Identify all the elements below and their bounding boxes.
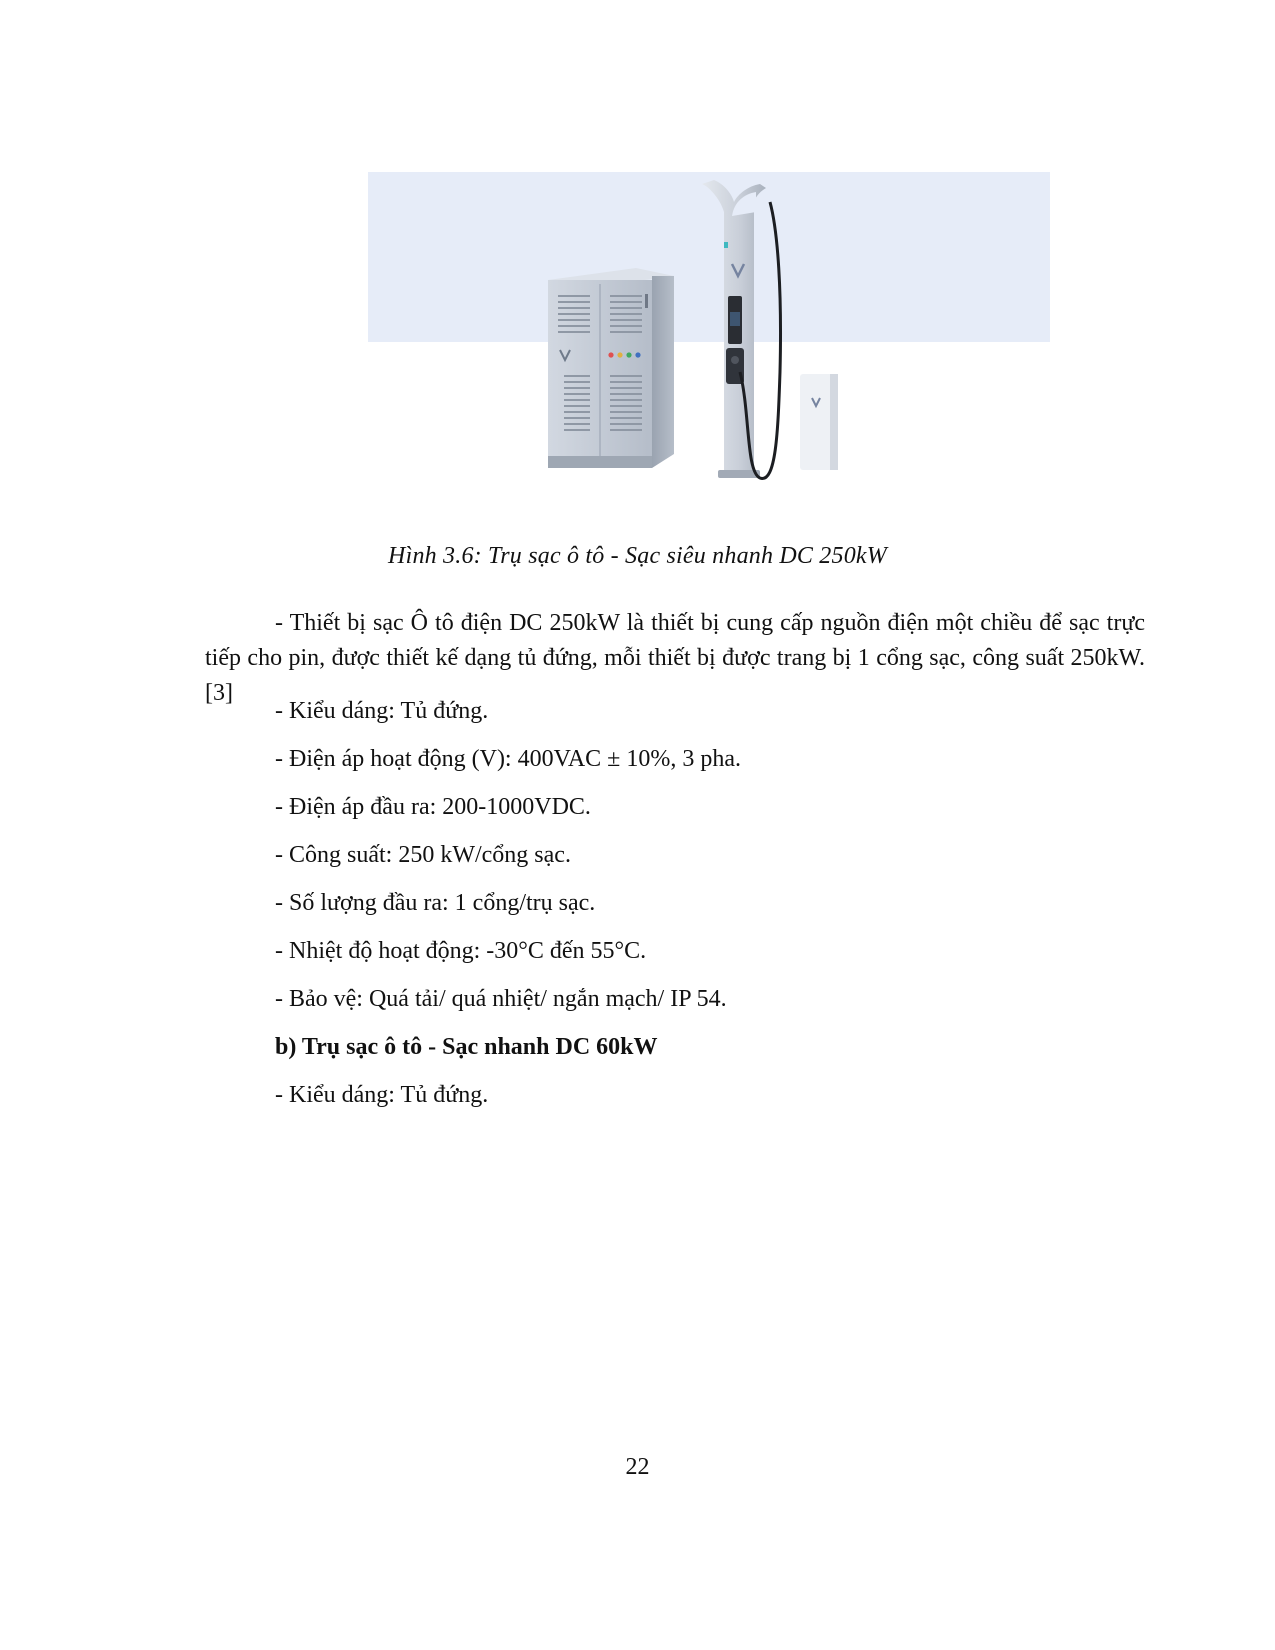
spec-item: - Số lượng đầu ra: 1 cổng/trụ sạc. xyxy=(275,890,596,916)
photo-backdrop xyxy=(368,172,1050,342)
spec-item: - Điện áp hoạt động (V): 400VAC ± 10%, 3 pha. xyxy=(275,746,741,772)
spec-item: - Kiểu dáng: Tủ đứng. xyxy=(275,1082,489,1108)
description-paragraph: - Thiết bị sạc Ô tô điện DC 250kW là thiết bị cung cấp nguồn điện một chiều để sạc trực tiếp cho pin, được thiết kế dạng tủ đứng, mỗi thiết bị được trang bị 1 cổng sạc, công suất 250kW. [3] xyxy=(205,610,1145,706)
figure-caption: Hình 3.6: Trụ sạc ô tô - Sạc siêu nhanh DC 250kW xyxy=(388,543,887,569)
indicator-light-icon xyxy=(608,352,613,357)
charger-photo xyxy=(368,172,1050,520)
spec-item: - Công suất: 250 kW/cổng sạc. xyxy=(275,842,571,868)
spec-item: - Điện áp đầu ra: 200-1000VDC. xyxy=(275,794,591,820)
page-number: 22 xyxy=(625,1454,650,1480)
cabinet-side xyxy=(652,276,674,468)
section-subheading: b) Trụ sạc ô tô - Sạc nhanh DC 60kW xyxy=(275,1034,658,1060)
spec-item: - Nhiệt độ hoạt động: -30°C đến 55°C. xyxy=(275,938,647,964)
spec-item: - Bảo vệ: Quá tải/ quá nhiệt/ ngắn mạch/ IP 54. xyxy=(275,986,727,1012)
spec-item: - Kiểu dáng: Tủ đứng. xyxy=(275,698,489,724)
